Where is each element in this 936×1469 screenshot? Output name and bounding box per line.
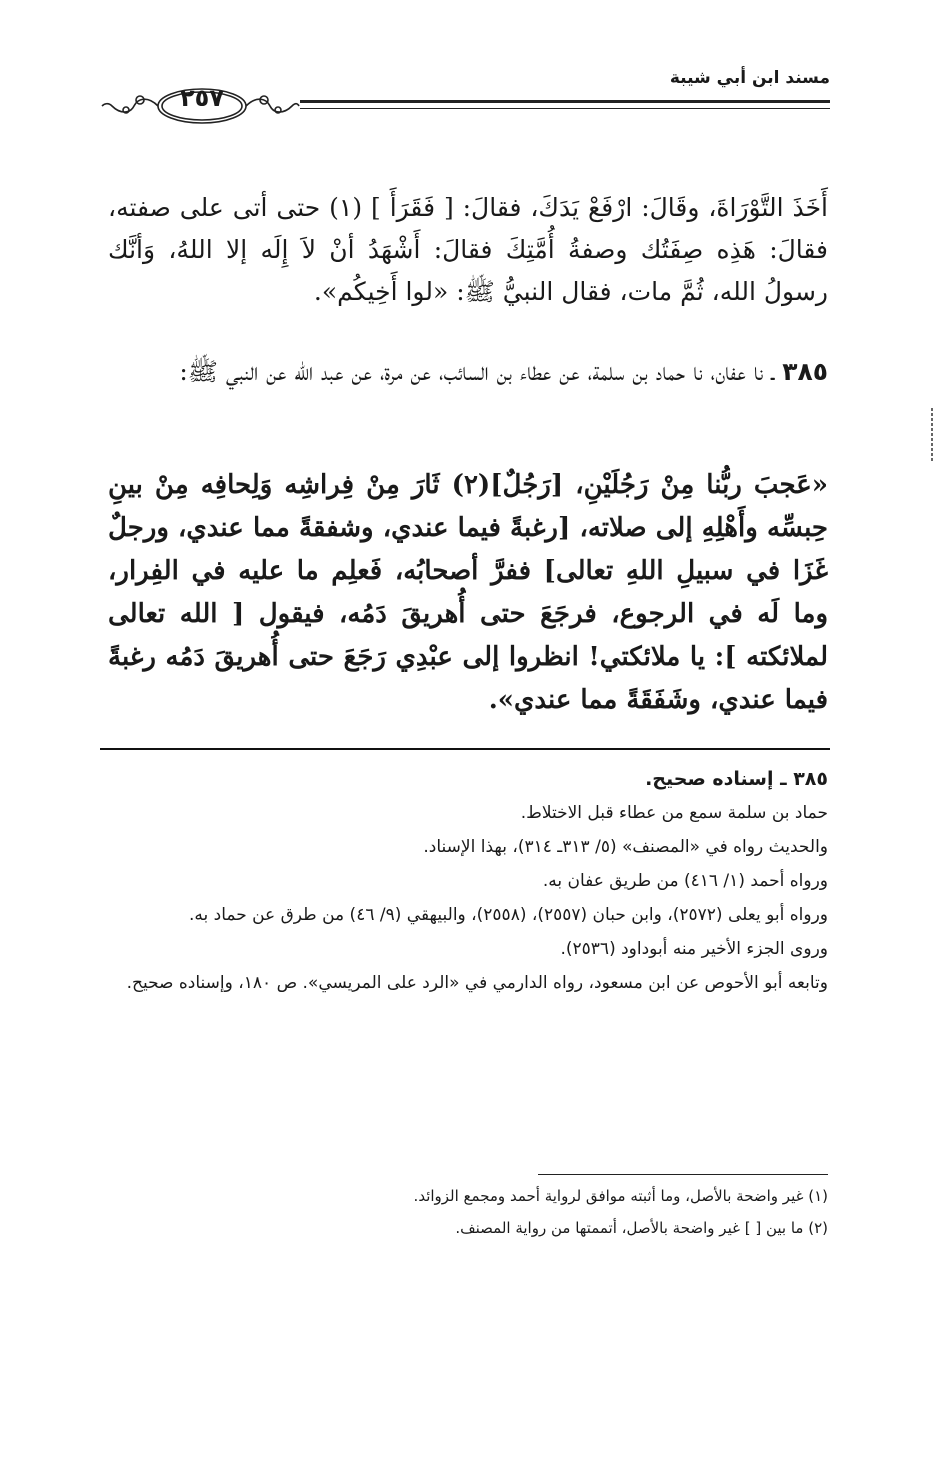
header-rule-thin xyxy=(300,108,830,109)
page-header xyxy=(100,62,830,132)
footnote-rule xyxy=(538,1174,828,1175)
commentary-line: وتابعه أبو الأحوص عن ابن مسعود، رواه الدارمي في «الرد على المريسي». ص ١٨٠، وإسناده صحيح. xyxy=(126,973,828,993)
commentary-line: والحديث رواه في «المصنف» (٥/ ٣١٣ـ ٣١٤)، بهذا الإسناد. xyxy=(423,837,828,857)
hadith-text-continuation: أَخَذَ التَّوْرَاةَ، وقَالَ: ارْفَعْ يَدَكَ، فقالَ: [ فَقَرَأَ ] (١) حتى أتى على صفته، فقالَ: هَذِه صِفَتُك وصفةُ أُمَّتِكَ فقالَ: أَشْهَدُ أنْ لاَ إِلَه إلا اللهُ، وَأنَّك رسولُ الله، ثُمَّ مات، فقال النبيُّ ﷺ: «لوا أَخِيكُم». xyxy=(108,193,828,306)
header-rule-thick xyxy=(300,100,830,103)
hadith-385-isnad xyxy=(108,351,828,393)
footnotes xyxy=(108,1180,828,1244)
hadith-385-matn: «عَجبَ ربُّنا مِنْ رَجُلَيْنِ، [رَجُلٌ](٢) ثَارَ مِنْ فِراشِه وَلِحافِه مِنْ بينِ حِبسِّه وأَهْلِهِ إلى صلاته، [رغبةً فيما عندي، وشفقةً مما عندي، ورجلٌ غَزَا في سبيلِ اللهِ تعالى] ففرَّ أصحابُه، فَعلِم ما عليه في الفِرار، وما لَه في الرجوع، فرجَعَ حتى أُهريقَ دَمُه، فيقول [ الله تعالى لملائكته ]: يا ملائكتي! انظروا إلى عبْدِي رَجَعَ حتى أُهريقَ دَمُه رغبةً فيما عندي، وشَفَقَةً مما عندي». xyxy=(108,470,828,715)
commentary-line: ورواه أبو يعلى (٢٥٧٢)، وابن حبان (٢٥٥٧)، (٢٥٥٨)، والبيهقي (٩/ ٤٦) من طرق عن حماد به. xyxy=(188,905,828,925)
commentary-line: وروى الجزء الأخير منه أبوداود (٢٥٣٦). xyxy=(560,939,828,959)
commentary-line: حماد بن سلمة سمع من عطاء قبل الاختلاط. xyxy=(520,803,828,823)
commentary-section xyxy=(108,762,828,1000)
hadith-number: ٣٨٥ xyxy=(782,357,828,386)
commentary-line: ورواه أحمد (١/ ٤١٦) من طريق عفان به. xyxy=(542,871,828,891)
running-title: مسند ابن أبي شيبة xyxy=(669,68,830,88)
commentary-heading: ٣٨٥ ـ إسناده صحيح. xyxy=(645,768,828,790)
footnote-1: (١) غير واضحة بالأصل، وما أثبته موافق لرواية أحمد ومجمع الزوائد. xyxy=(413,1187,828,1205)
page-number: ٢٥٧ xyxy=(180,84,224,112)
commentary-separator xyxy=(100,748,830,750)
scan-edge-mark xyxy=(930,408,934,462)
footnote-2: (٢) ما بين [ ] غير واضحة بالأصل، أتممتها من رواية المصنف. xyxy=(455,1219,828,1237)
isnad-text: ـ نا عفان، نا حماد بن سلمة، عن عطاء بن السائب، عن مرة، عن عبد الله عن النبي ﷺ: xyxy=(179,357,775,386)
